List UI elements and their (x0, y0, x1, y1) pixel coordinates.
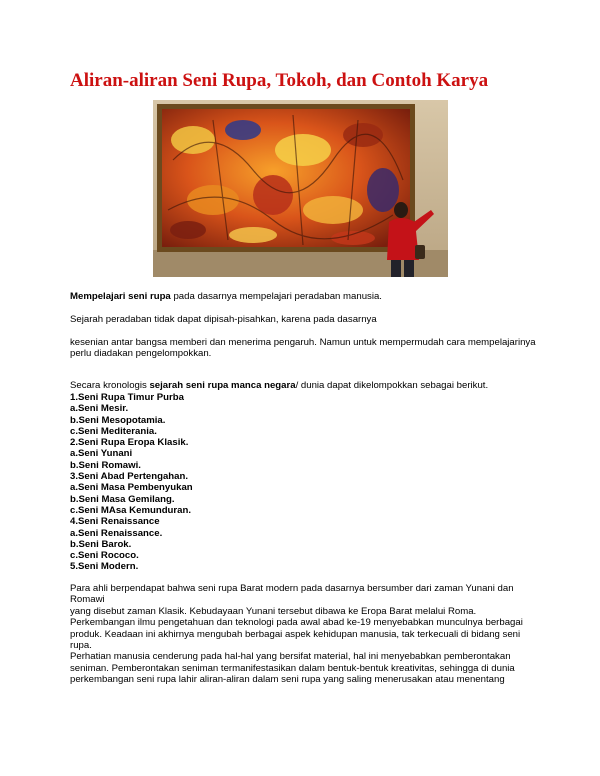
paragraph-2: kesenian antar bangsa memberi dan menerima pengaruh. Namun untuk mempermudah cara mempelajarinya perlu diadakan pengelompokkan. (70, 337, 536, 360)
chrono-bold: sejarah seni rupa manca negara (149, 380, 296, 391)
list-item: 1.Seni Rupa Timur Purba (70, 392, 184, 403)
list-item: a.Seni Yunani (70, 448, 133, 460)
chrono-before: Secara kronologis (70, 380, 150, 391)
closing-line: seniman. Pemberontakan seniman termanifestasikan dalam bentuk-bentuk kreativitas, sehingga di dunia (70, 662, 515, 674)
painting-photo (153, 100, 448, 277)
closing-line: yang disebut zaman Klasik. Kebudayaan Yunani tersebut dibawa ke Eropa Barat melalui Roma. (70, 605, 477, 617)
list-item: b.Seni Masa Gemilang. (70, 493, 175, 505)
page-title: Aliran-aliran Seni Rupa, Tokoh, dan Contoh Karya (70, 70, 489, 91)
intro-bold: Mempelajari seni rupa (70, 291, 171, 302)
list-item: 4.Seni Renaissance (70, 516, 160, 528)
list-item: b.Seni Romawi. (70, 459, 141, 471)
list-item: c.Seni Mediterania. (70, 425, 157, 437)
art-period-list (70, 392, 193, 573)
closing-line: Para ahli berpendapat bahwa seni rupa Barat modern pada dasarnya bersumber dari zaman Yunani dan Romawi (70, 583, 514, 606)
chrono-after: / dunia dapat dikelompokkan sebagai berikut. (295, 380, 489, 391)
list-item: c.Seni MAsa Kemunduran. (70, 504, 192, 516)
list-item: a.Seni Masa Pembenyukan (70, 482, 193, 494)
intro-paragraph (70, 291, 540, 302)
closing-paragraph (70, 583, 540, 686)
list-item: b.Seni Mesopotamia. (70, 414, 166, 426)
list-item: b.Seni Barok. (70, 538, 132, 550)
closing-line: Perhatian manusia cenderung pada hal-hal yang bersifat material, hal ini menyebabkan pemberontakan (70, 651, 511, 663)
closing-line: Perkembangan ilmu pengetahuan dan teknologi pada awal abad ke-19 menyebabkan munculnya berbagai (70, 617, 523, 629)
intro-rest: pada dasarnya mempelajari peradaban manusia. (170, 291, 382, 302)
list-item: c.Seni Rococo. (70, 550, 139, 562)
list-item: a.Seni Renaissance. (70, 527, 163, 539)
list-item: 2.Seni Rupa Eropa Klasik. (70, 437, 189, 449)
list-item: 5.Seni Modern. (70, 561, 139, 573)
list-item: 3.Seni Abad Pertengahan. (70, 471, 188, 483)
painting-illustration (153, 100, 448, 277)
paragraph-1: Sejarah peradaban tidak dapat dipisah-pisahkan, karena pada dasarnya (70, 314, 377, 325)
list-item: a.Seni Mesir. (70, 403, 129, 415)
chronology-paragraph (70, 380, 540, 391)
closing-line: produk. Keadaan ini akhirnya mengubah berbagai aspek kehidupan manusia, tak terkecuali di bidang seni rupa. (70, 628, 521, 652)
closing-line: perkembangan seni rupa lahir aliran-aliran dalam seni rupa yang saling menerusakan atau menentang (70, 674, 505, 686)
